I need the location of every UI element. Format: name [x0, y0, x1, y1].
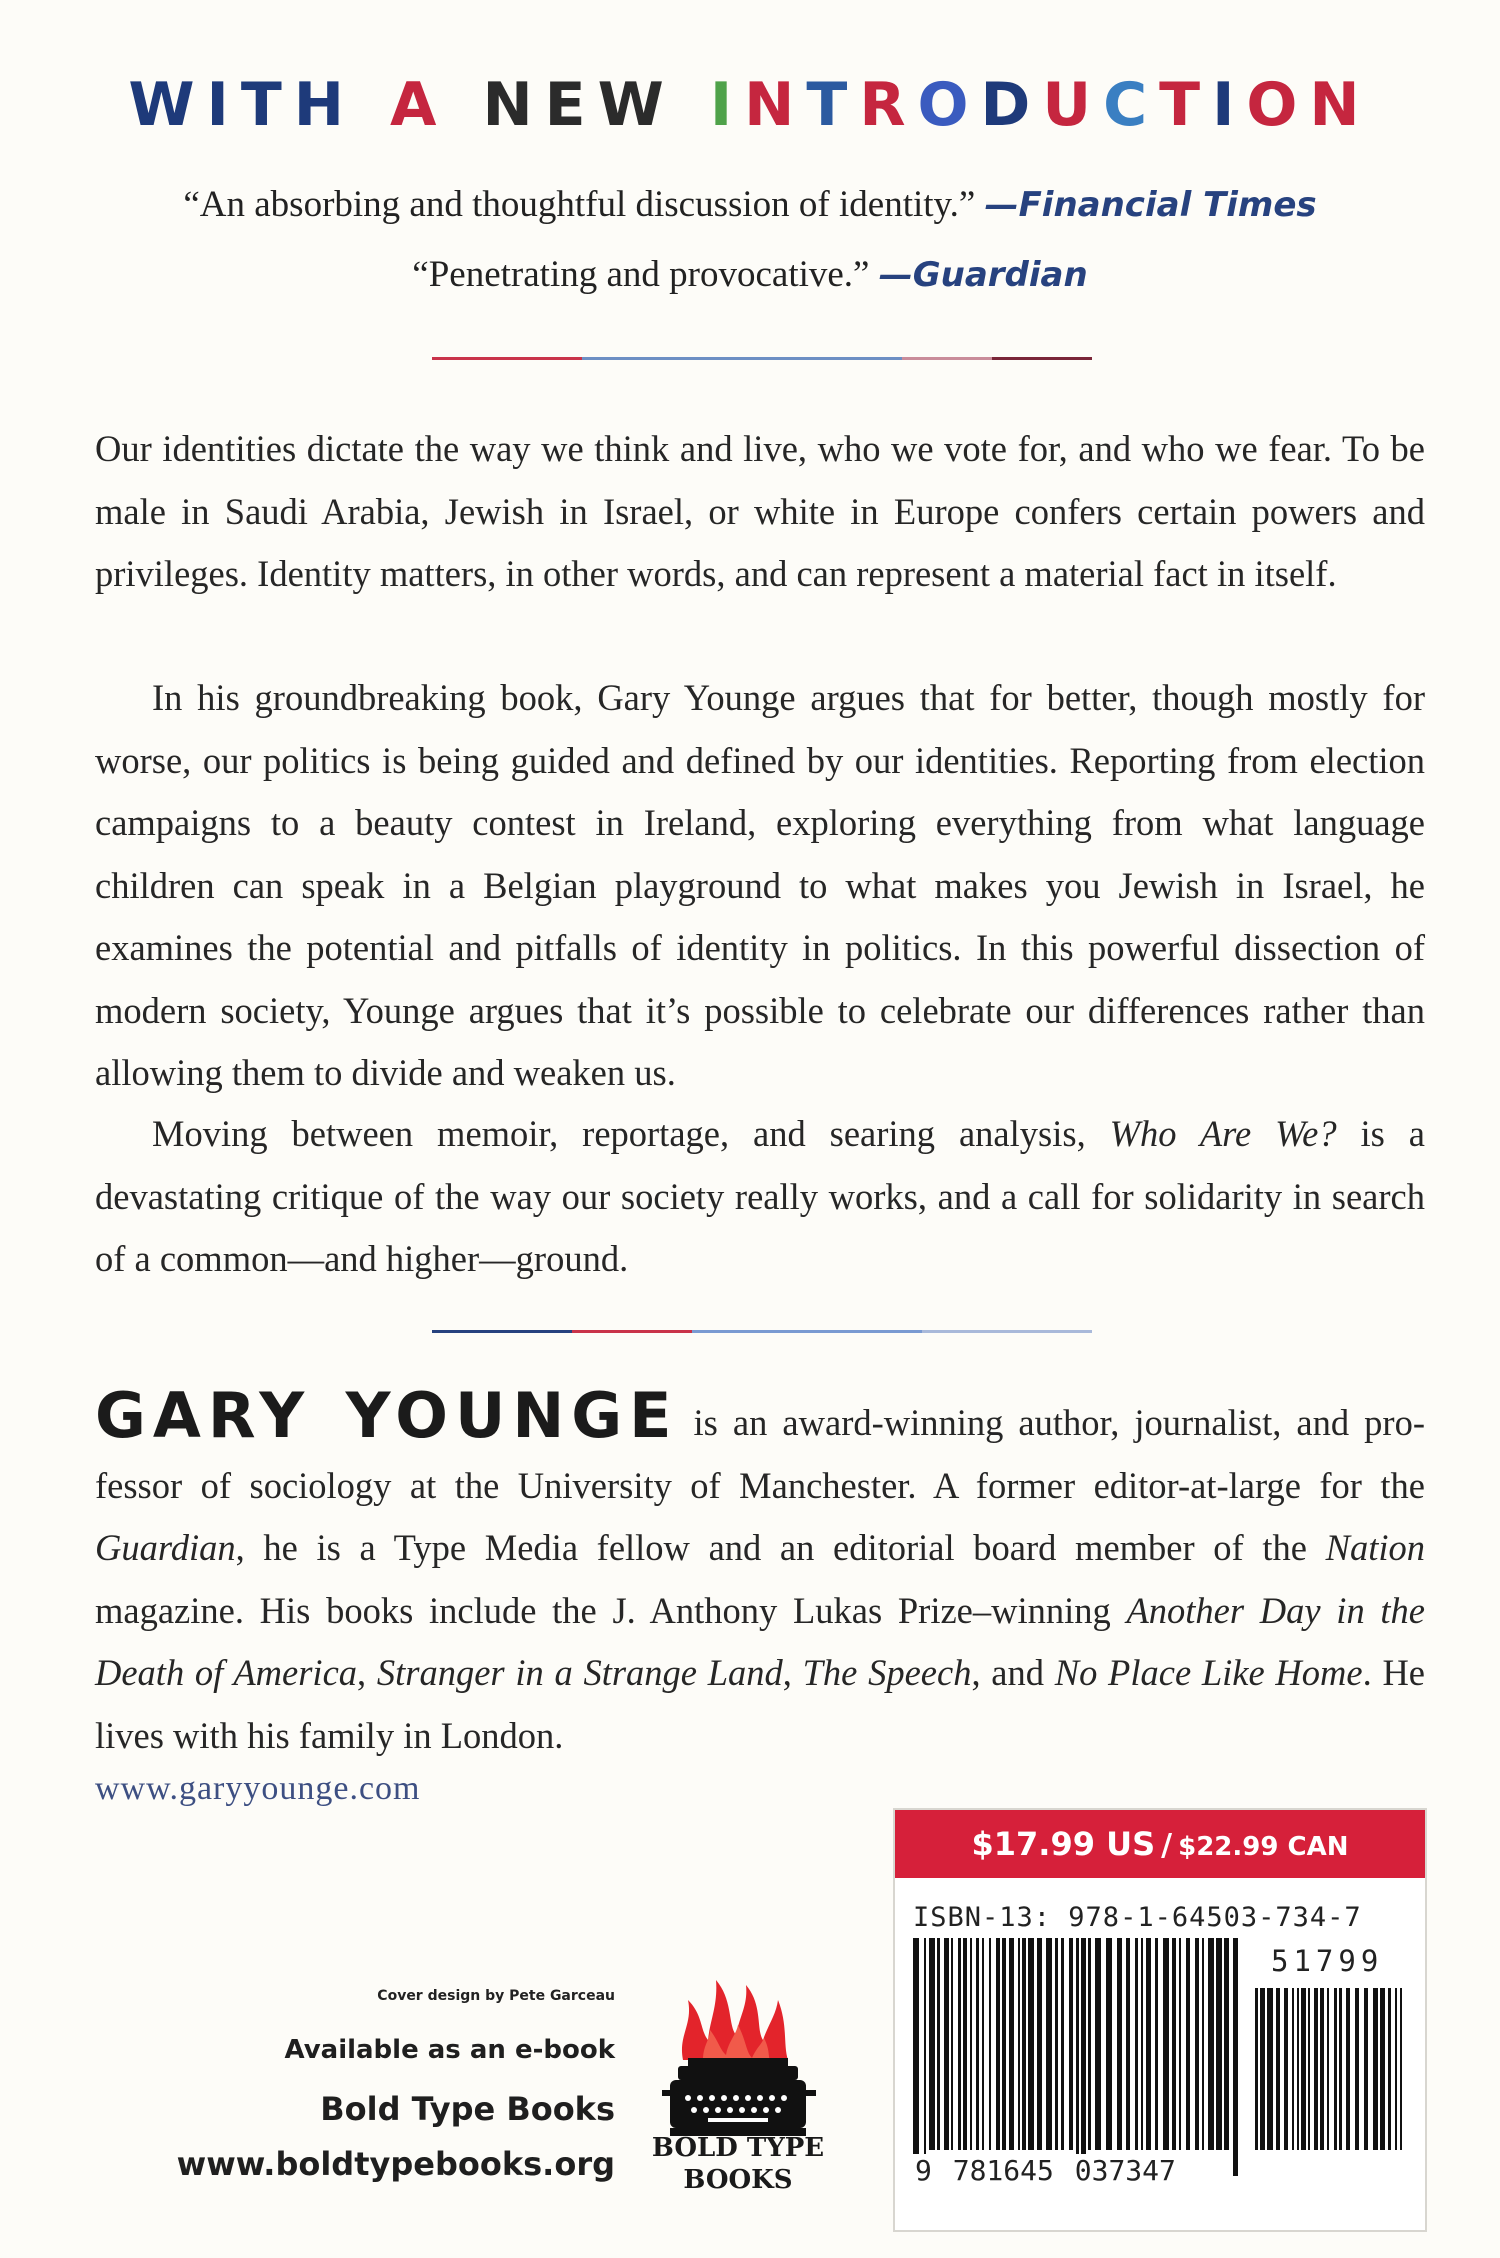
ean-first-digit: 9 — [915, 2154, 932, 2187]
headline-letter: O — [1246, 70, 1310, 140]
publisher-name: Bold Type Books — [320, 2090, 615, 2128]
bio-nation: Nation — [1325, 1527, 1425, 1568]
barcode-bar — [1373, 1988, 1378, 2150]
bio-text: . He lives with his family in London. — [95, 1652, 1426, 1756]
price-can: $22.99 CAN — [1178, 1832, 1349, 1862]
ean-right-digits: 037347 — [1074, 2154, 1176, 2187]
barcode-bar — [1314, 1988, 1318, 2150]
price-separator: / — [1161, 1828, 1173, 1863]
barcode-bar — [1106, 1938, 1112, 2150]
barcode-bar — [1018, 1938, 1020, 2150]
headline-letter: T — [806, 70, 860, 140]
cover-headline — [0, 70, 1500, 140]
barcode-bar — [1202, 1938, 1204, 2150]
barcode-bar — [1380, 1988, 1385, 2150]
barcode-bar — [1292, 1988, 1294, 2150]
review-quote-ft — [0, 183, 1500, 226]
barcode-bar — [1126, 1938, 1130, 2150]
bio-sep: , — [782, 1652, 803, 1693]
barcode-bar — [1308, 1988, 1310, 2150]
barcode-bar — [982, 1938, 984, 2150]
review-quote-guardian — [0, 253, 1500, 296]
barcode-bar — [1095, 1938, 1101, 2150]
divider-middle — [432, 1330, 1092, 1333]
barcode-bar — [1028, 1938, 1034, 2150]
barcode-bar — [1233, 1938, 1238, 2176]
barcode-bar — [944, 1938, 949, 2150]
barcode-bar — [1179, 1938, 1181, 2150]
barcode-bar — [1046, 1938, 1052, 2150]
price-us: $17.99 US — [971, 1825, 1156, 1863]
barcode-bar — [1301, 1988, 1306, 2150]
barcode-bar — [1081, 1938, 1086, 2176]
barcode-bar — [924, 1938, 926, 2176]
headline-word-new: NEW — [482, 70, 676, 140]
headline-word-a: A — [390, 70, 449, 140]
book-title: No Place Like Home — [1054, 1652, 1363, 1693]
p3-text: Moving between memoir, reportage, and searing analysis, — [152, 1113, 1110, 1154]
barcode-bar — [1216, 1938, 1222, 2150]
barcode-bar — [1327, 1988, 1329, 2150]
barcode-bar — [1117, 1938, 1122, 2150]
barcode-bar — [1141, 1938, 1143, 2150]
book-title: The Speech — [802, 1652, 972, 1693]
barcode-bar — [1339, 1988, 1342, 2150]
author-name: GARY YOUNGE — [95, 1379, 679, 1452]
supplement-barcode — [1255, 1988, 1405, 2176]
barcode-bar — [1061, 1938, 1064, 2150]
barcode-bar — [976, 1938, 979, 2150]
description-paragraph-2: In his groundbreaking book, Gary Younge argues that for better, though mostly for worse, our politics is being guided and defined by our identities. Reporting from election campaigns to a beauty contest in Ireland, exploring everything from what language children can speak in a Belgian playground to what makes you Jewish in Israel, he examines the potential and pitfalls of identity in politics. In this powerful dissection of modern society, Younge argues that it’s possible to celebrate our differences rather than allowing them to divide and weaken us. — [95, 677, 1425, 1093]
author-bio — [95, 1379, 1426, 1767]
headline-letter: T — [1159, 70, 1213, 140]
headline-word-with: WITH — [128, 70, 357, 140]
headline-letter: C — [1103, 70, 1160, 140]
headline-letter: O — [917, 70, 981, 140]
barcode-bar — [1208, 1938, 1214, 2150]
barcode-bar — [963, 1938, 967, 2150]
barcode-bar — [1276, 1988, 1280, 2150]
ean-digits — [913, 2154, 1178, 2187]
barcode-bar — [1400, 1988, 1402, 2150]
barcode-bar — [1195, 1938, 1199, 2150]
book-title: Stranger in a Strange Land — [376, 1652, 783, 1693]
bio-guardian: Guardian — [95, 1527, 236, 1568]
barcode-bar — [1002, 1938, 1006, 2150]
barcode-bar — [929, 1938, 935, 2150]
barcode-bar — [1388, 1988, 1391, 2150]
barcode-bar — [1076, 1938, 1079, 2176]
barcode-bar — [1022, 1938, 1026, 2150]
barcode-bar — [1260, 1988, 1265, 2150]
headline-letter: I — [709, 70, 745, 140]
barcode-bar — [1146, 1938, 1151, 2150]
description-paragraph-3 — [95, 1103, 1425, 1291]
barcode-bar — [958, 1938, 961, 2150]
barcode-bar — [1355, 1988, 1359, 2150]
bio-text: , he is a Type Media fellow and an editorial board member of the — [235, 1527, 1326, 1568]
supplement-digits: 51799 — [1267, 1944, 1387, 1978]
bio-sep: , and — [971, 1652, 1055, 1693]
headline-letter: N — [1309, 70, 1372, 140]
barcode-bar — [937, 1938, 940, 2150]
ean-barcode — [913, 1938, 1243, 2176]
barcode-bar — [1255, 1988, 1258, 2150]
barcode-bar — [996, 1938, 1000, 2150]
barcode-bar — [1135, 1938, 1138, 2150]
headline-letter: U — [1042, 70, 1104, 140]
publisher-website-link[interactable]: www.boldtypebooks.org — [176, 2145, 615, 2183]
p3-text-end: is a devastating critique of the way our society really works, and a call for solidarity in search of a common—and higher—ground. — [95, 1113, 1425, 1279]
barcode-bar — [1088, 1938, 1091, 2150]
barcode-bar — [951, 1938, 953, 2150]
ebook-availability: Available as an e-book — [284, 2035, 615, 2065]
barcode-bar — [1186, 1938, 1190, 2150]
barcode-bar — [1224, 1938, 1229, 2150]
barcode-bar — [1163, 1938, 1169, 2150]
barcode-bar — [1346, 1988, 1350, 2150]
quote-text: “An absorbing and thoughtful discussion of identity.” — [183, 184, 985, 225]
barcode-bar — [1267, 1988, 1273, 2150]
cover-design-credit: Cover design by Pete Garceau — [377, 1988, 615, 2004]
headline-letter: I — [1212, 70, 1247, 140]
barcode-bar — [1069, 1938, 1073, 2150]
barcode-bar — [1320, 1988, 1324, 2150]
headline-word-introduction — [710, 70, 1372, 140]
headline-letter: R — [859, 70, 918, 140]
description-paragraph-1: Our identities dictate the way we think and live, who we vote for, and who we fear. To be male in Saudi Arabia, Jewish in Israel, or white in Europe confers certain powers and privileges. Identity matters, in other words, and can represent a material fact in itself. — [95, 428, 1425, 594]
bio-sep: , — [357, 1652, 377, 1693]
book-title: Who Are We? — [1109, 1113, 1337, 1154]
book-title: Another Day in the Death of America — [95, 1589, 1425, 1693]
barcode-bar — [1364, 1988, 1368, 2150]
headline-letter: D — [980, 70, 1043, 140]
price-banner — [895, 1810, 1425, 1878]
quote-text: “Penetrating and provocative.” — [412, 254, 879, 295]
barcode-bar — [1395, 1988, 1397, 2150]
barcode-bar — [1037, 1938, 1042, 2150]
logo-text-line-1: BOLD TYPE — [651, 2133, 825, 2163]
barcode-bar — [1334, 1988, 1337, 2150]
quote-source: —Financial Times — [984, 185, 1317, 225]
isbn-number: ISBN-13: 978-1-64503-734-7 — [913, 1902, 1362, 1933]
logo-text-line-2: BOOKS — [683, 2165, 793, 2195]
headline-letter: N — [744, 70, 807, 140]
quote-source: —Guardian — [878, 255, 1088, 295]
barcode-bar — [1009, 1938, 1014, 2150]
barcode-bar — [989, 1938, 991, 2150]
barcode-bar — [970, 1938, 972, 2150]
barcode-bar — [1297, 1988, 1299, 2150]
author-website-link[interactable]: www.garyyounge.com — [95, 1770, 421, 1807]
ean-left-digits: 781645 — [952, 2154, 1054, 2187]
barcode-bar — [913, 1938, 919, 2176]
barcode-bar — [1055, 1938, 1058, 2150]
divider-top — [432, 357, 1092, 360]
bio-text: magazine. His books include the J. Anthony Lukas Prize–winning — [95, 1589, 1127, 1631]
price-barcode-box — [893, 1808, 1427, 2232]
bio-text: is an award-winning author, journalist, and professor of sociology at the University of Manchester. A former editor-at-large for the — [95, 1402, 1425, 1506]
barcode-bar — [1284, 1988, 1288, 2150]
barcode-bar — [1155, 1938, 1158, 2150]
barcode-bar — [1172, 1938, 1176, 2150]
